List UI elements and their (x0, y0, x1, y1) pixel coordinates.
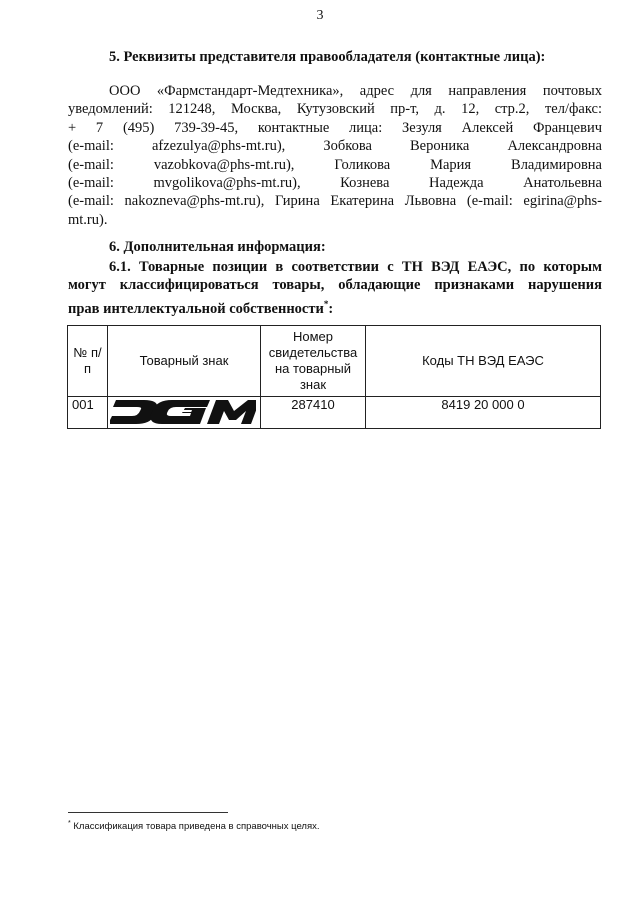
section6-heading: 6. Дополнительная информация: (109, 239, 326, 255)
footnote-divider (68, 812, 228, 813)
footnote (68, 820, 320, 832)
cell-trademark (108, 397, 261, 429)
section6-1-line: 6.1. Товарные позиции в соответствии с ТН ВЭД ЕАЭС, по которым (109, 259, 602, 275)
section5-heading: 5. Реквизиты представителя правообладателя (контактные лица): (109, 49, 546, 65)
table-row (68, 397, 601, 429)
section6-1-line: могут классифицироваться товары, обладающие признаками нарушения (68, 277, 602, 294)
section5-line: уведомлений: 121248, Москва, Кутузовский пр-т, д. 12, стр.2, тел/факс: (68, 101, 602, 118)
cell-codes: 8419 20 000 0 (366, 397, 601, 429)
section5-line: (e-mail: nakozneva@phs-mt.ru), Гирина Екатерина Львовна (e-mail: egirina@phs- (68, 193, 602, 210)
page-number: 3 (316, 8, 324, 23)
section5-line: + 7 (495) 739-39-45, контактные лица: Зезуля Алексей Францевич (68, 119, 602, 136)
header-num: № п/п (68, 326, 108, 397)
table-header-row (68, 326, 601, 397)
header-certificate: Номер свидетельства на товарный знак (261, 326, 366, 397)
section5-line: (e-mail: afzezulya@phs-mt.ru), Зобкова Вероника Александровна (68, 138, 602, 155)
footnote-ref-mark: * (323, 298, 329, 309)
section5-line: (e-mail: vazobkova@phs-mt.ru), Голикова Мария Владимировна (68, 156, 602, 173)
header-codes: Коды ТН ВЭД ЕАЭС (366, 326, 601, 397)
section5-paragraph (68, 82, 602, 229)
section6-1-paragraph (68, 258, 602, 318)
section5-line: ООО «Фармстандарт-Медтехника», адрес для направления почтовых (109, 83, 602, 99)
section5-line: (e-mail: mvgolikova@phs-mt.ru), Кознева Надежда Анатольевна (68, 175, 602, 192)
section5-line: mt.ru). (68, 211, 108, 228)
section6-1-line-last: прав интеллектуальной собственности*: (68, 298, 334, 317)
footnote-mark: * (68, 820, 71, 827)
footnote-text: Классификация товара приведена в справочных целях. (73, 821, 320, 833)
cell-certificate: 287410 (261, 397, 366, 429)
goods-table (67, 325, 601, 429)
dgm-logo (110, 397, 258, 428)
header-trademark: Товарный знак (108, 326, 261, 397)
section6-1-last-text: прав интеллектуальной собственности (68, 300, 324, 317)
cell-num: 001 (68, 397, 108, 429)
